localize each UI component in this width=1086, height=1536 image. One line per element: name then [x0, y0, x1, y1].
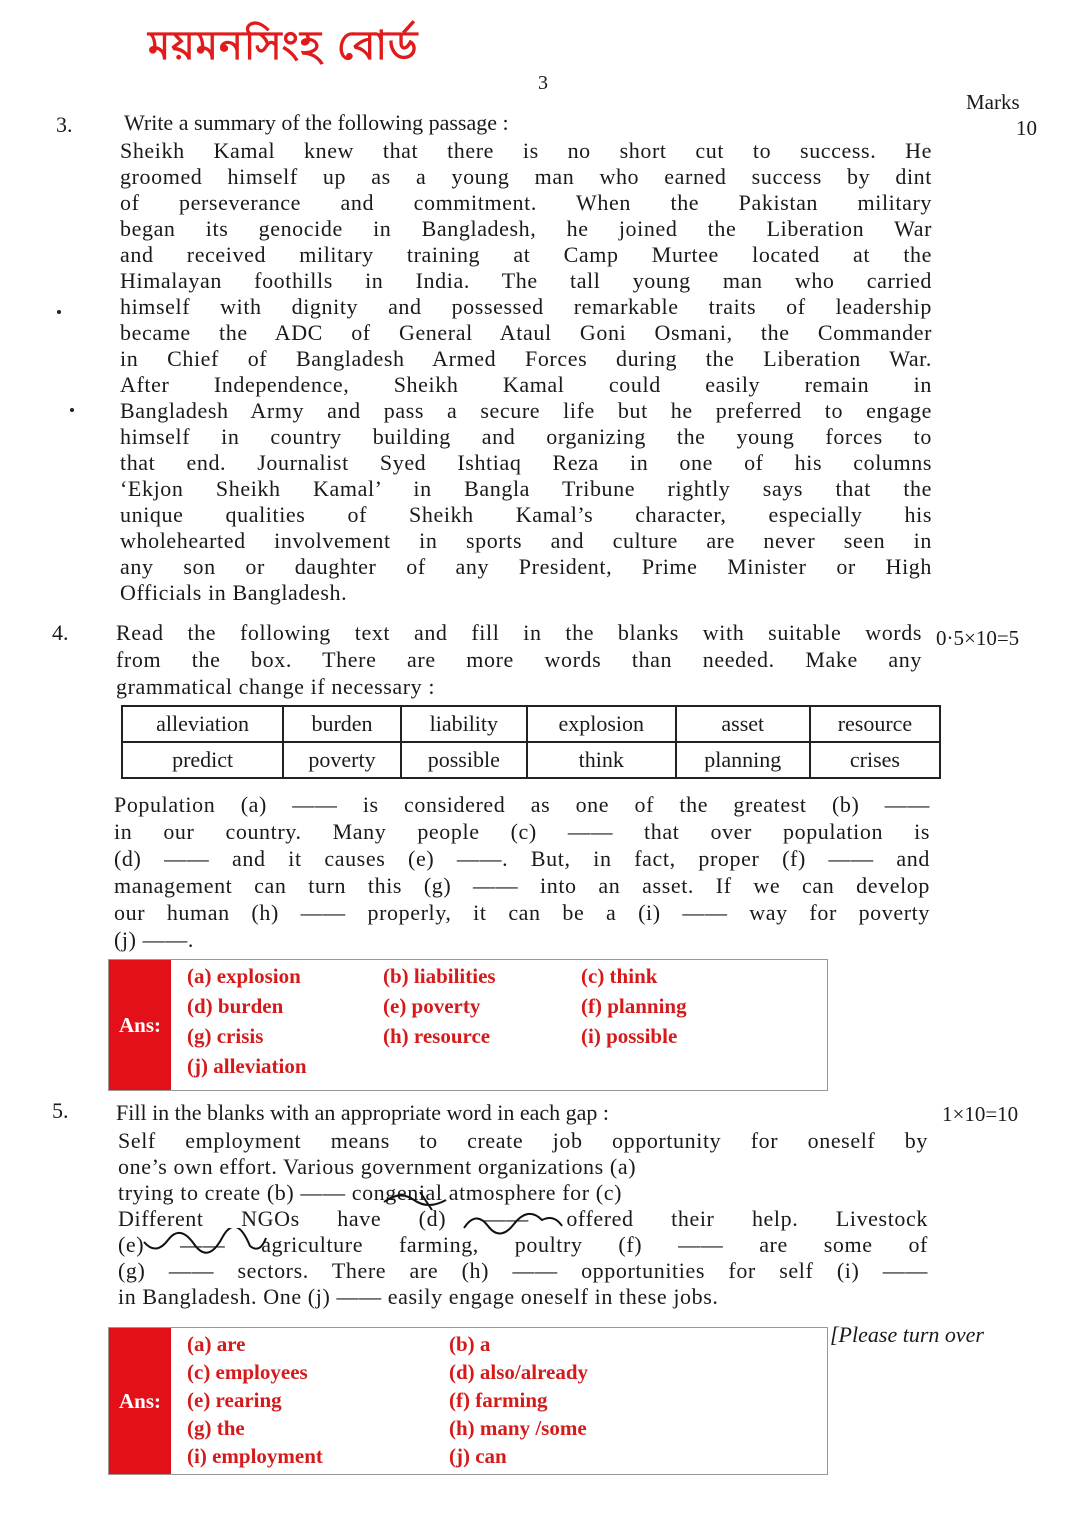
answer-item: (c) employees [187, 1360, 308, 1384]
q5-line: Different NGOs have (d) —— offered their help. Livestock [118, 1206, 928, 1231]
question-number-4: 4. [52, 620, 69, 645]
word-cell: poverty [283, 742, 401, 778]
q3-line: in Chief of Bangladesh Armed Forces during the Liberation War. [120, 346, 932, 371]
answer-item: (e) poverty [383, 994, 481, 1018]
answer-item: (f) farming [449, 1388, 548, 1412]
answer-item: (b) liabilities [383, 964, 496, 988]
q4-passage-line: (j) ——. [114, 927, 194, 952]
question-number-3: 3. [56, 112, 73, 137]
q3-line: Bangladesh Army and pass a secure life but he preferred to engage [120, 398, 932, 423]
word-cell: asset [676, 706, 810, 742]
answer-item: (a) are [187, 1332, 246, 1356]
q3-marks: 10 [1016, 116, 1037, 140]
q3-line: himself with dignity and possessed remarkable traits of leadership [120, 294, 932, 319]
q3-line: became the ADC of General Ataul Goni Osmani, the Commander [120, 320, 932, 345]
q3-line: that end. Journalist Syed Ishtiaq Reza in one of his columns [120, 450, 932, 475]
stray-dot [70, 408, 74, 412]
answer-item: (d) burden [187, 994, 284, 1018]
q3-line: and received military training at Camp Murtee located at the [120, 242, 932, 267]
marks-header: Marks [966, 90, 1020, 114]
q3-line: Himalayan foothills in India. The tall young man who carried [120, 268, 932, 293]
answer-label: Ans: [109, 1328, 171, 1474]
q4-passage-line: management can turn this (g) —— into an asset. If we can develop [114, 873, 930, 898]
q4-answer-box [108, 959, 828, 1091]
stray-dot [57, 310, 61, 314]
q3-line: unique qualities of Sheikh Kamal’s character, especially his [120, 502, 932, 527]
word-cell: predict [122, 742, 283, 778]
q3-line: ‘Ekjon Sheikh Kamal’ in Bangla Tribune rightly says that the [120, 476, 932, 501]
q3-heading: Write a summary of the following passage : [124, 110, 509, 135]
q3-passage [120, 138, 932, 606]
answer-item: (h) many /some [449, 1416, 587, 1440]
q3-line: After Independence, Sheikh Kamal could easily remain in [120, 372, 932, 397]
q5-line: trying to create (b) —— congenial atmosphere for (c) [118, 1180, 623, 1205]
q5-heading: Fill in the blanks with an appropriate word in each gap : [116, 1100, 610, 1125]
word-box-row [122, 706, 940, 742]
answer-item: (a) explosion [187, 964, 301, 988]
page-number: 3 [538, 72, 548, 94]
answer-item: (g) crisis [187, 1024, 264, 1048]
q4-passage-line: in our country. Many people (c) —— that over population is [114, 819, 930, 844]
q3-line: Sheikh Kamal knew that there is no short cut to success. He [120, 138, 932, 163]
word-cell: think [527, 742, 676, 778]
q4-instructions [116, 620, 922, 701]
question-number-5: 5. [52, 1098, 69, 1123]
answer-item: (j) alleviation [187, 1054, 307, 1078]
word-cell: liability [401, 706, 527, 742]
q3-line: himself in country building and organizing the young forces to [120, 424, 932, 449]
q4-instruction-line: grammatical change if necessary : [116, 674, 436, 699]
q3-line: wholehearted involvement in sports and culture are never seen in [120, 528, 932, 553]
answer-item: (i) possible [581, 1024, 678, 1048]
word-box [121, 705, 941, 779]
word-cell: possible [401, 742, 527, 778]
word-cell: burden [283, 706, 401, 742]
q3-line: Officials in Bangladesh. [120, 580, 348, 605]
q5-line: in Bangladesh. One (j) —— easily engage oneself in these jobs. [118, 1284, 719, 1309]
answer-item: (c) think [581, 964, 658, 988]
turn-over-text: [Please turn over [830, 1322, 984, 1347]
q5-marks: 1×10=10 [942, 1102, 1019, 1126]
q5-answer-box [108, 1327, 828, 1475]
word-box-row [122, 742, 940, 778]
q3-line: groomed himself up as a young man who earned success by dint [120, 164, 932, 189]
q4-instruction-line: from the box. There are more words than needed. Make any [116, 647, 922, 672]
q4-marks: 0·5×10=5 [936, 626, 1020, 650]
word-cell: crises [810, 742, 940, 778]
q4-passage-line: Population (a) —— is considered as one of the greatest (b) —— [114, 792, 930, 817]
answer-item: (d) also/already [449, 1360, 589, 1384]
handwriting-scribble [380, 1186, 460, 1216]
word-cell: resource [810, 706, 940, 742]
q5-line: (g) —— sectors. There are (h) —— opportunities for self (i) —— [118, 1258, 928, 1283]
turn-over-note [830, 1322, 984, 1348]
q3-line: any son or daughter of any President, Prime Minister or High [120, 554, 932, 579]
answer-item: (h) resource [383, 1024, 491, 1048]
q4-passage-line: our human (h) —— properly, it can be a (i) —— way for poverty [114, 900, 930, 925]
board-title: ময়মনসিংহ বোর্ড [148, 23, 419, 69]
handwriting-scribble [140, 1228, 270, 1262]
handwriting-scribble [458, 1206, 568, 1238]
q3-line: began its genocide in Bangladesh, he joined the Liberation War [120, 216, 932, 241]
q5-line: Self employment means to create job opportunity for oneself by [118, 1128, 928, 1153]
q3-line: of perseverance and commitment. When the Pakistan military [120, 190, 932, 215]
q4-passage-line: (d) —— and it causes (e) ——. But, in fact, proper (f) —— and [114, 846, 930, 871]
word-cell: explosion [527, 706, 676, 742]
answer-item: (f) planning [581, 994, 687, 1018]
q5-line: (e) —— agriculture farming, poultry (f) —— are some of [118, 1232, 928, 1257]
word-cell: alleviation [122, 706, 283, 742]
answer-label: Ans: [109, 960, 171, 1090]
q5-line: one’s own effort. Various government organizations (a) [118, 1154, 637, 1179]
answer-item: (i) employment [187, 1444, 323, 1468]
answer-item: (e) rearing [187, 1388, 282, 1412]
q4-passage [114, 792, 930, 954]
q4-instruction-line: Read the following text and fill in the blanks with suitable words [116, 620, 922, 645]
answer-item: (j) can [449, 1444, 507, 1468]
word-cell: planning [676, 742, 810, 778]
answer-item: (g) the [187, 1416, 245, 1440]
answer-item: (b) a [449, 1332, 491, 1356]
